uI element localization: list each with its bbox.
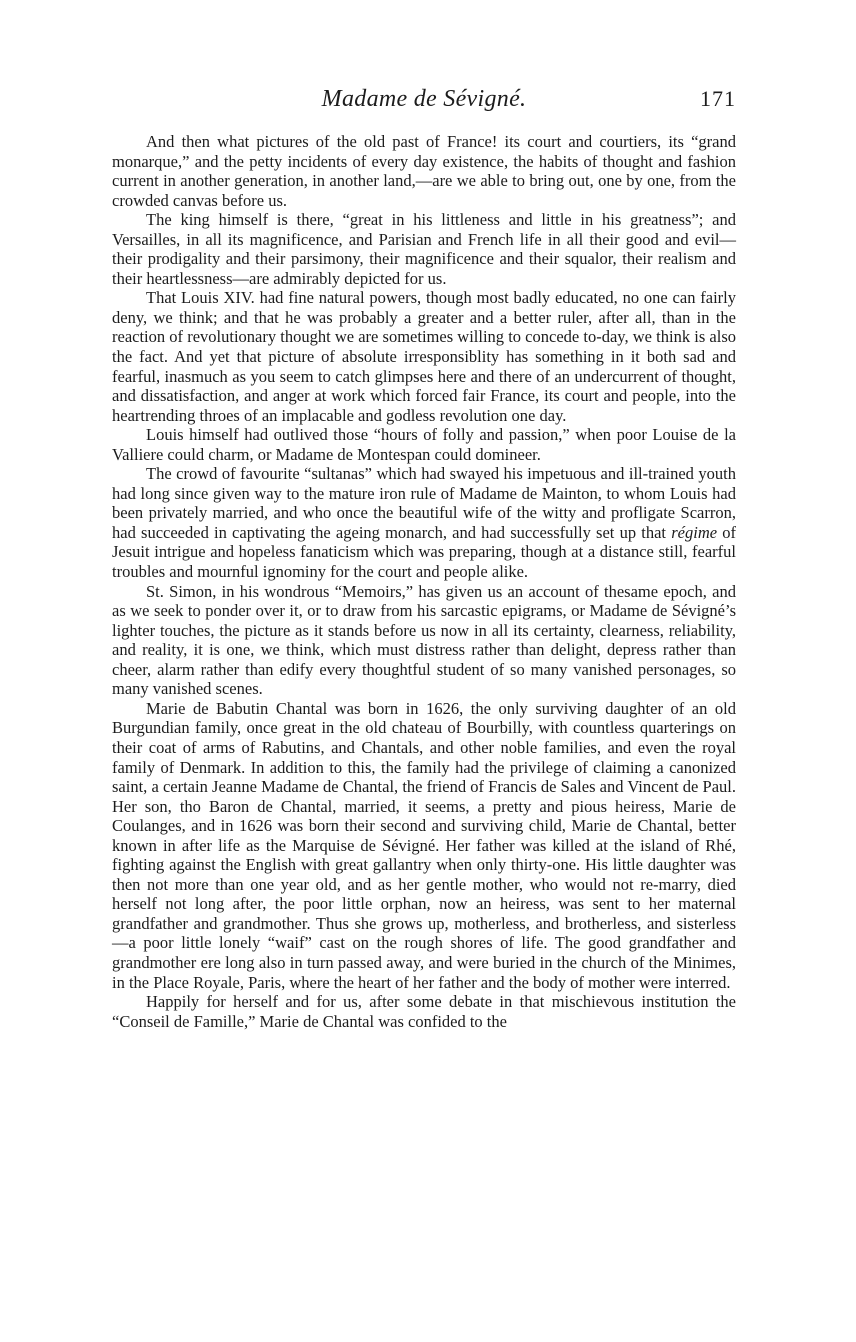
paragraph-8: Happily for herself and for us, after some debate in that mischievous institution the “Conseil de Famille,” Marie de Chantal was confided to the [112, 992, 736, 1031]
paragraph-5-italic-word: régime [671, 522, 718, 542]
page-number: 171 [700, 86, 736, 111]
paragraph-6: St. Simon, in his wondrous “Memoirs,” has given us an account of thesame epoch, and as we seek to ponder over it, or to draw from his sarcastic epigrams, or Madame de Sévigné’s lighter touches, the picture as it stands before us now in all its certainty, clearness, reliability, and reality, it is one, we think, which must distress rather than delight, depress rather than cheer, alarm rather than edify every thoughtful student of so many vanished personages, so many vanished scenes. [112, 581, 736, 699]
paragraph-4: Louis himself had outlived those “hours of folly and passion,” when poor Louise de la Valliere could charm, or Madame de Montespan could domineer. [112, 425, 736, 464]
paragraph-5 [112, 464, 736, 581]
body-text [112, 132, 736, 1031]
paragraph-3: That Louis XIV. had fine natural powers, though most badly educated, no one can fairly deny, we think; and that he was probably a greater and a better ruler, after all, than in the reaction of revolutionary thought we are sometimes willing to concede to-day, we think is also the fact. And yet that picture of absolute irresponsiblity has something in it both sad and fearful, inasmuch as you seem to catch glimpses here and there of an undercurrent of thought, and dissatisfaction, and anger at work which forced fair France, its court and people, into the heartrending throes of an implacable and godless revolution one day. [112, 288, 736, 425]
paragraph-7: Marie de Babutin Chantal was born in 1626, the only surviving daughter of an old Burgundian family, once great in the old chateau of Bourbilly, with countless quarterings on their coat of arms of Rabutins, and Chantals, and other noble families, and even the royal family of Denmark. In addition to this, the family had the privilege of claiming a canonized saint, a certain Jeanne Madame de Chantal, the friend of Francis de Sales and Vincent de Paul. Her son, tho Baron de Chantal, married, it seems, a pretty and pious heiress, Marie de Coulanges, and in 1626 was born their second and surviving child, Marie de Chantal, better known in after life as the Marquise de Sévigné. Her father was killed at the island of Rhé, fighting against the English with great gallantry when only thirty-one. His little daughter was then not more than one year old, and as her gentle mother, who would not re-marry, died herself not long after, the poor little orphan, now an heiress, was sent to her maternal grandfather and grandmother. Thus she grows up, motherless, and brotherless, and sisterless—a poor little lonely “waif” cast on the rough shores of life. The good grandfather and grandmother ere long also in turn passed away, and were buried in the church of the Minimes, in the Place Royale, Paris, where the heart of her father and the body of mother were interred. [112, 698, 736, 992]
running-title: Madame de Sévigné. [321, 86, 527, 112]
paragraph-2: The king himself is there, “great in his littleness and little in his greatness”; and Versailles, in all its magnificence, and Parisian and French life in all their good and evil—their prodigality and their parsimony, their magnificence and their squalor, their realism and their heartlessness—are admirably depicted for us. [112, 210, 736, 288]
paragraph-1: And then what pictures of the old past of France! its court and courtiers, its “grand monarque,” and the petty incidents of every day existence, the habits of thought and fashion current in another generation, in another land,—are we able to bring out, one by one, from the crowded canvas before us. [112, 132, 736, 210]
paragraph-5-text-before: The crowd of favourite “sultanas” which had swayed his impetuous and ill-trained youth had long since given way to the mature iron rule of Madame de Mainton, to whom Louis had been privately married, and who once the beautiful wife of the witty and profligate Scarron, had succeeded in captivating the ageing monarch, and had successfully set up that [112, 464, 736, 542]
running-head [112, 84, 736, 118]
paragraph-5-text-after: of Jesuit intrigue and hopeless fanaticism which was preparing, though at a distance still, fearful troubles and mournful ignominy for the court and people alike. [112, 522, 737, 582]
